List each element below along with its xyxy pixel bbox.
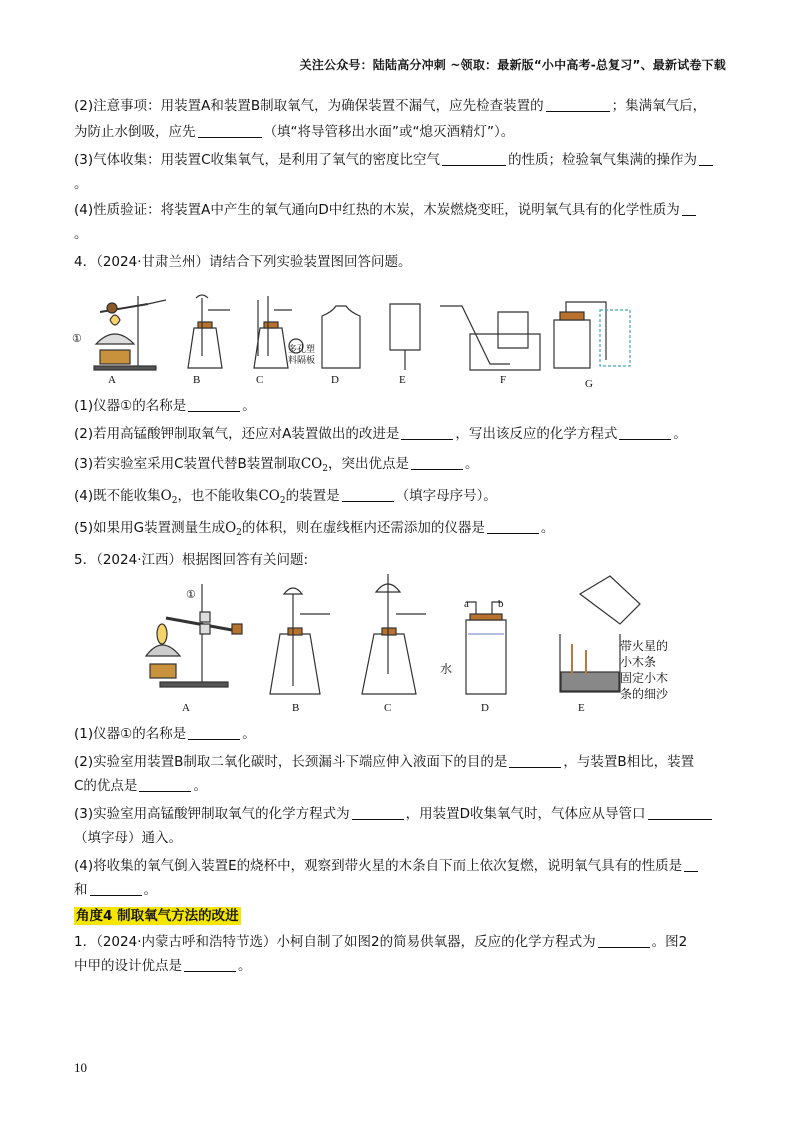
o2-formula: $O_2$ xyxy=(160,488,178,506)
answer-blank[interactable] xyxy=(342,487,394,502)
fig-label-F: F xyxy=(500,374,507,386)
co2-formula: $CO_2$ xyxy=(300,456,328,474)
answer-blank[interactable] xyxy=(699,151,713,166)
fig-label-D: D xyxy=(481,702,489,714)
q5-part4-line2: 和 。 xyxy=(74,882,157,898)
fig-label-A: A xyxy=(182,702,190,714)
q5-part3-line1: (3)实验室用高锰酸钾制取氧气的化学方程式为 ，用装置D收集氧气时，气体应从导管口 xyxy=(74,804,730,824)
fig-label-A: A xyxy=(108,374,116,386)
q3-part2-line1: (2)注意事项：用装置A和装置B制取氧气，为确保装置不漏气，应先检查装置的 ；集满氧气后， xyxy=(74,98,707,114)
answer-blank[interactable] xyxy=(546,97,610,112)
q4-apparatus-figure xyxy=(70,290,650,390)
q4-part4: (4)既不能收集$O_2$，也不能收集$CO_2$的装置是 （填字母序号）。 xyxy=(74,488,497,506)
answer-blank[interactable] xyxy=(184,957,236,972)
q5-part1: (1)仪器①的名称是 。 xyxy=(74,726,256,742)
q5-part3-line2: （填字母）通入。 xyxy=(74,830,182,846)
page-number: 10 xyxy=(74,1060,87,1075)
q3-part2-line2: 为防止水倒吸，应先 （填“将导管移出水面”或“熄灭酒精灯”）。 xyxy=(74,124,515,140)
fig-label-D: D xyxy=(331,374,339,386)
answer-blank[interactable] xyxy=(352,805,404,820)
q4-part3: (3)若实验室采用C装置代替B装置制取$CO_2$，突出优点是 。 xyxy=(74,456,479,474)
q3-part4-line1: (4)性质验证：将装置A中产生的氧气通向D中红热的木炭，木炭燃烧变旺，说明氧气具有的化学性质为 xyxy=(74,200,730,220)
fig-label-C: C xyxy=(256,374,264,386)
section-heading: 角度4 制取氧气方法的改进 xyxy=(76,908,239,924)
q4-part5: (5)如果用G装置测量生成$O_2$的体积，则在虚线框内还需添加的仪器是 。 xyxy=(74,520,555,538)
fig-label-B: B xyxy=(292,702,300,714)
answer-blank[interactable] xyxy=(487,519,539,534)
q4-part2: (2)若用高锰酸钾制取氧气，还应对A装置做出的改进是 ，写出该反应的化学方程式 。 xyxy=(74,426,687,442)
water-label: 水 xyxy=(440,662,453,676)
answer-blank[interactable] xyxy=(684,857,698,872)
fig-label-G: G xyxy=(585,378,593,390)
answer-blank[interactable] xyxy=(198,123,262,138)
o2-formula: $O_2$ xyxy=(225,520,242,538)
q3-part4-line2: 。 xyxy=(74,226,88,242)
fig-label-B: B xyxy=(193,374,201,386)
e-annotation: 带火星的 小木条 固定小木 条的细沙 xyxy=(620,639,669,701)
circle-label-1: ① xyxy=(72,333,82,345)
q5-apparatus-figure xyxy=(140,574,660,704)
answer-blank[interactable] xyxy=(648,805,712,820)
answer-blank[interactable] xyxy=(598,933,650,948)
q4-part1: (1)仪器①的名称是 。 xyxy=(74,398,256,414)
answer-blank[interactable] xyxy=(90,881,142,896)
port-label-b: b xyxy=(498,598,504,610)
answer-blank[interactable] xyxy=(619,425,671,440)
answer-blank[interactable] xyxy=(442,151,506,166)
answer-blank[interactable] xyxy=(509,753,561,768)
answer-blank[interactable] xyxy=(188,725,240,740)
answer-blank[interactable] xyxy=(411,455,463,470)
q3-part3-line1: (3)气体收集：用装置C收集氧气，是利用了氧气的密度比空气 的性质；检验氧气集满的操作为 xyxy=(74,150,730,170)
q1-line2: 中甲的设计优点是 。 xyxy=(74,958,252,974)
fig-label-C: C xyxy=(384,702,392,714)
q3-part3-line2: 。 xyxy=(74,176,88,192)
q5-stem: 5．（2024·江西）根据图回答有关问题: xyxy=(74,552,309,568)
answer-blank[interactable] xyxy=(401,425,453,440)
answer-blank[interactable] xyxy=(188,397,240,412)
q4-stem: 4．（2024·甘肃兰州）请结合下列实验装置图回答问题。 xyxy=(74,254,412,270)
q1-line1: 1．（2024·内蒙古呼和浩特节选）小柯自制了如图2的简易供氧器，反应的化学方程式为 。图2 xyxy=(74,934,688,950)
page-header: 关注公众号：陆陆高分冲刺 ~领取：最新版“小中高考-总复习”、最新试卷下载 xyxy=(299,58,726,72)
co2-formula: $CO_2$ xyxy=(258,488,286,506)
circle-label-1: ① xyxy=(186,589,196,601)
q5-part4-line1: (4)将收集的氧气倒入装置E的烧杯中，观察到带火星的木条自下而上依次复燃，说明氧气具有的性质是 xyxy=(74,856,730,876)
answer-blank[interactable] xyxy=(682,201,696,216)
port-label-a: a xyxy=(464,598,469,610)
answer-blank[interactable] xyxy=(139,777,191,792)
fig-label-E: E xyxy=(578,702,585,714)
porous-plate-label: 多孔塑 料隔板 xyxy=(288,344,316,365)
q5-part2-line1: (2)实验室用装置B制取二氧化碳时，长颈漏斗下端应伸入液面下的目的是 ，与装置B相比，装置 xyxy=(74,754,695,770)
q5-part2-line2: C的优点是 。 xyxy=(74,778,207,794)
fig-label-E: E xyxy=(399,374,406,386)
